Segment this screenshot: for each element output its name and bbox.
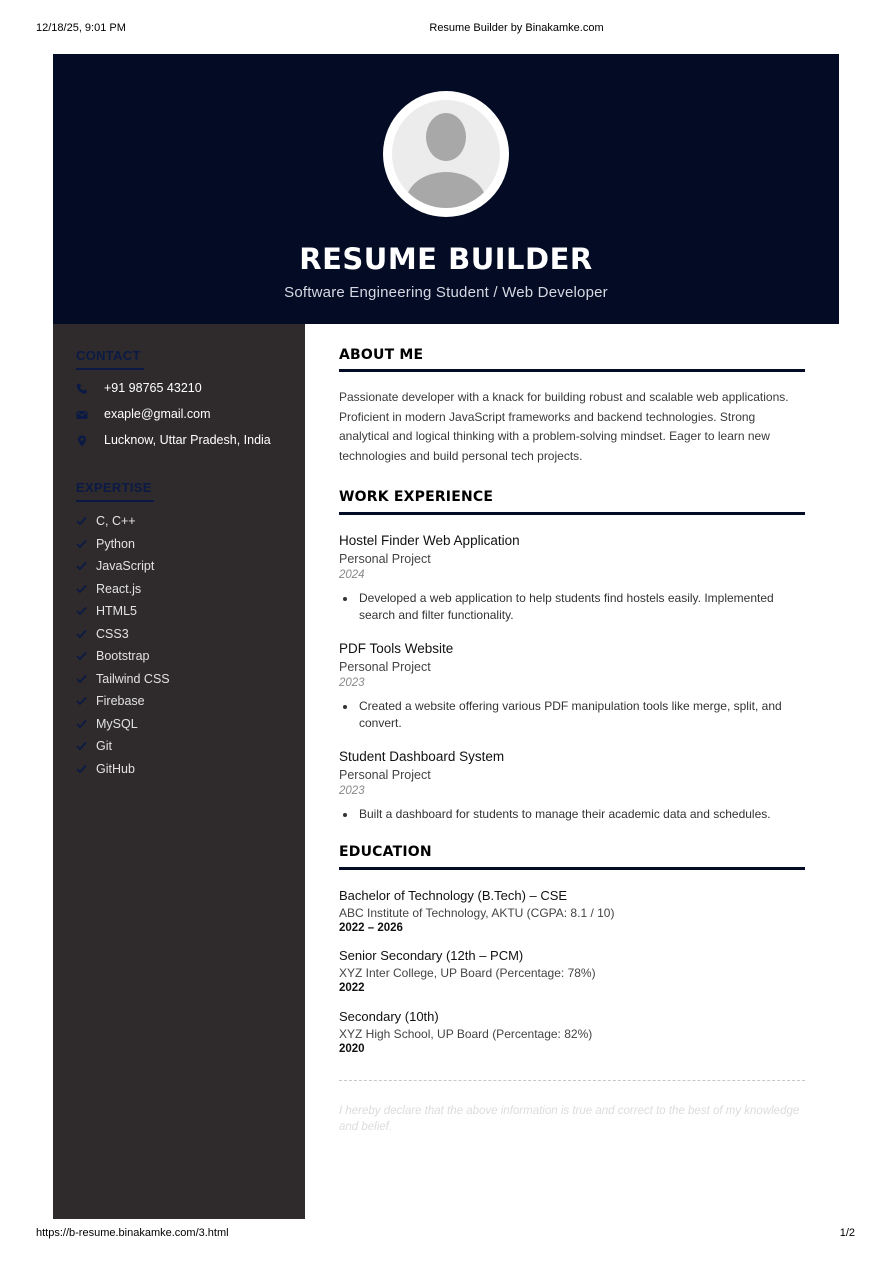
phone-icon: [76, 383, 88, 395]
expertise-heading: EXPERTISE: [76, 480, 152, 495]
job-title: PDF Tools Website: [339, 641, 454, 656]
job-company: Personal Project: [339, 768, 431, 782]
edu-degree: Secondary (10th): [339, 1009, 439, 1024]
resume-role: Software Engineering Student / Web Developer: [284, 284, 608, 301]
check-icon: [76, 651, 87, 661]
education-heading-line: [339, 867, 805, 870]
check-icon: [76, 674, 87, 684]
check-icon: [76, 764, 87, 774]
resume-header: [53, 54, 839, 324]
job-year: 2023: [339, 677, 365, 689]
edu-years: 2022: [339, 982, 365, 994]
job-company: Personal Project: [339, 552, 431, 566]
print-page-number: 1/2: [839, 1227, 855, 1239]
job-bullet: Built a dashboard for students to manage their academic data and schedules.: [359, 806, 805, 823]
print-date: 12/18/25, 9:01 PM: [36, 22, 126, 34]
print-url: https://b-resume.binakamke.com/3.html: [36, 1227, 229, 1239]
work-heading-line: [339, 512, 805, 515]
contact-text: +91 98765 43210: [104, 381, 202, 395]
job-title: Student Dashboard System: [339, 749, 505, 764]
check-icon: [76, 561, 87, 571]
contact-heading: CONTACT: [76, 348, 141, 363]
check-icon: [76, 584, 87, 594]
expertise-heading-underline: [76, 500, 154, 502]
divider: [339, 1080, 805, 1081]
edu-years: 2022 – 2026: [339, 922, 403, 934]
user-silhouette-icon: [392, 100, 500, 208]
declaration: I hereby declare that the above information is true and correct to the best of my knowledge and belief.: [339, 1105, 800, 1133]
edu-school: ABC Institute of Technology, AKTU (CGPA: 8.1 / 10): [339, 906, 615, 920]
work-heading: WORK EXPERIENCE: [339, 489, 494, 505]
resume-name: RESUME BUILDER: [299, 242, 593, 276]
edu-degree: Senior Secondary (12th – PCM): [339, 948, 524, 963]
education-heading: EDUCATION: [339, 844, 432, 860]
job-year: 2023: [339, 785, 365, 797]
check-icon: [76, 606, 87, 616]
check-icon: [76, 719, 87, 729]
contact-text: Lucknow, Uttar Pradesh, India: [104, 433, 271, 447]
check-icon: [76, 516, 87, 526]
job-bullet: Created a website offering various PDF manipulation tools like merge, split, and convert.: [359, 698, 805, 732]
check-icon: [76, 696, 87, 706]
check-icon: [76, 629, 87, 639]
avatar: [383, 91, 509, 217]
contact-heading-underline: [76, 368, 144, 370]
job-year: 2024: [339, 569, 365, 581]
edu-degree: Bachelor of Technology (B.Tech) – CSE: [339, 888, 568, 903]
contact-text: exaple@gmail.com: [104, 407, 211, 421]
job-company: Personal Project: [339, 660, 431, 674]
envelope-icon: [76, 409, 88, 421]
edu-school: XYZ High School, UP Board (Percentage: 82%): [339, 1027, 593, 1041]
check-icon: [76, 539, 87, 549]
print-title: Resume Builder by Binakamke.com: [429, 22, 604, 34]
sidebar: CONTACT +91 98765 43210 exaple@gmail.com Lucknow, Uttar Pradesh, India EXPERTISE C, C++ Python JavaScript React.js HTML5 CSS3 Bootstrap Tailwind CSS Firebase MySQL Git GitHub: [53, 324, 305, 1219]
job-bullet: Developed a web application to help students find hostels easily. Implemented search and filter functionality.: [359, 590, 805, 624]
job-title: Hostel Finder Web Application: [339, 533, 520, 548]
check-icon: [76, 741, 87, 751]
edu-years: 2020: [339, 1043, 365, 1055]
edu-school: XYZ Inter College, UP Board (Percentage: 78%): [339, 966, 596, 980]
map-pin-icon: [76, 435, 88, 447]
about-heading-line: [339, 369, 805, 372]
about-heading: ABOUT ME: [339, 347, 424, 363]
about-text: Passionate developer with a knack for building robust and scalable web applications. Proficient in modern JavaScript frameworks and backend technologies. Strong analytical and logical thinking with a problem-solving mindset. Eager to learn new technologies and build personal tech projects.: [339, 390, 789, 463]
